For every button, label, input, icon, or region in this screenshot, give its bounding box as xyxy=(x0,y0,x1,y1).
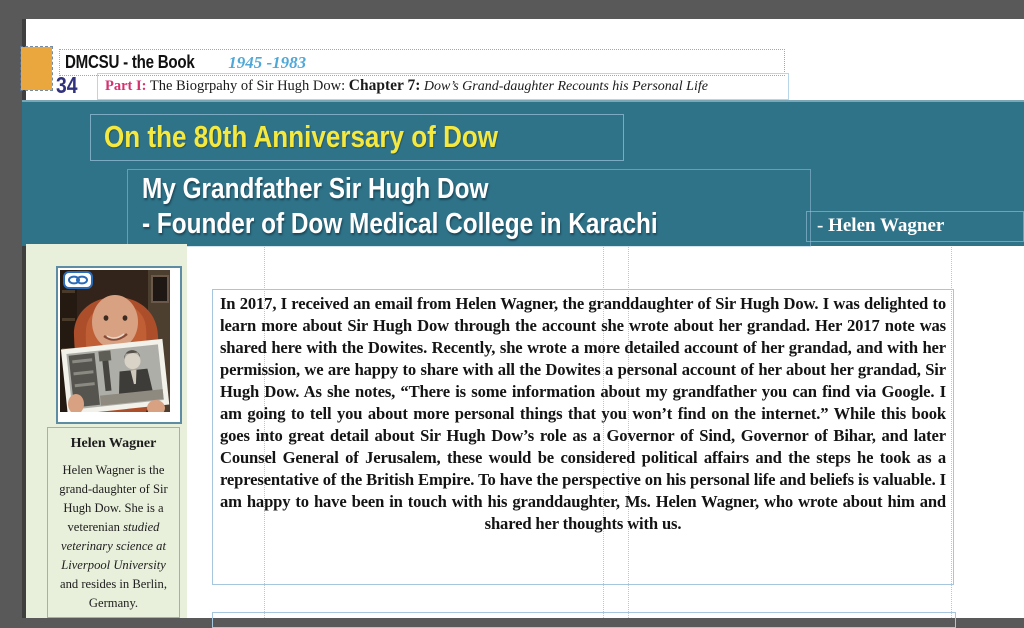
pasteboard-left-strip xyxy=(0,0,22,618)
book-title-frame[interactable] xyxy=(59,49,785,76)
banner-title-line2: - Founder of Dow Medical College in Karachi xyxy=(142,208,658,240)
pasteboard-top-strip xyxy=(0,0,1024,19)
part-label: Part I: xyxy=(105,78,147,94)
intro-paragraph: In 2017, I received an email from Helen Wagner, the granddaughter of Sir Hugh Dow. I was delighted to learn more about Sir Hugh Dow through the account she wrote about her grandad. Her 2017 note was shared here with the Dowites. Recently, she wrote a more detailed account of her grandad, and with her permission, we are happy to share with all the Dowites a personal account of her about her grandad, Sir Hugh Dow. As she notes, “There is some information about my grandfather you can find via Google. I am going to tell you about more personal things that you won’t find on the internet.” While this book goes into great detail about Sir Hugh Dow’s role as a Governor of Sind, Governor of Bihar, and later Counsel General of Jerusalem, these would be considered political affairs and the steps he took as a representative of the British Empire. To have the perspective on his personal life and beliefs is valuable. I am happy to have been in touch with his granddaughter, Ms. Helen Wagner, who wrote about him and shared her thoughts with us. xyxy=(220,294,946,533)
kicker-frame[interactable] xyxy=(90,114,624,161)
orange-swatch-frame[interactable] xyxy=(21,47,52,90)
byline-frame[interactable] xyxy=(806,211,1024,242)
caption-body xyxy=(48,461,179,613)
helen-wagner-photo[interactable] xyxy=(56,266,182,424)
chapter-label: Chapter 7: xyxy=(348,77,421,94)
photo-illustration xyxy=(60,270,170,412)
caption-title: Helen Wagner xyxy=(70,436,157,451)
bio-text-1: Helen Wagner is the grand-daughter of Sir Hugh Dow. She is a veterenian xyxy=(59,463,168,534)
running-header-frame[interactable] xyxy=(97,73,789,100)
bio-text-2: and resides in Berlin, Germany. xyxy=(59,577,168,610)
book-years: 1945 -1983 xyxy=(228,53,307,72)
banner-title-frame[interactable] xyxy=(127,169,811,247)
book-title: DMCSU - the Book xyxy=(65,52,195,72)
main-text-frame[interactable] xyxy=(212,289,954,585)
next-text-frame[interactable] xyxy=(212,612,956,628)
bio-text-italic: studied veterinary science at Liverpool University xyxy=(61,520,166,572)
part-text: The Biogrpahy of Sir Hugh Dow: xyxy=(146,78,349,94)
banner-kicker: On the 80th Anniversary of Dow xyxy=(104,119,499,154)
banner-title-line1: My Grandfather Sir Hugh Dow xyxy=(142,173,489,205)
chapter-text: Dow’s Grand-daughter Recounts his Personal Life xyxy=(420,79,708,94)
link-icon[interactable] xyxy=(63,271,93,289)
byline: - Helen Wagner xyxy=(817,215,945,236)
caption-frame[interactable] xyxy=(47,427,180,618)
title-banner xyxy=(22,100,1024,246)
page-number: 34 xyxy=(56,72,78,98)
